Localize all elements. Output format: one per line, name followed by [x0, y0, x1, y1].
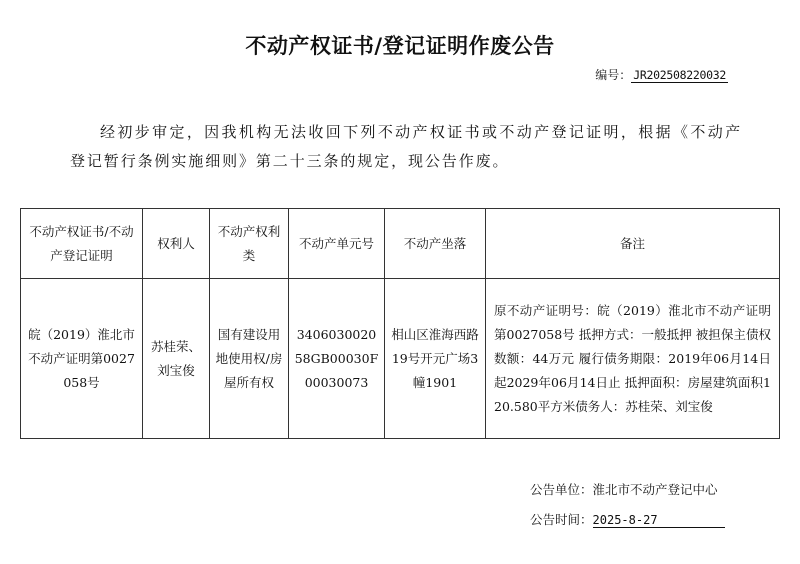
header-holder: 权利人 — [143, 209, 210, 279]
table-row — [21, 279, 780, 439]
header-location: 不动产坐落 — [385, 209, 486, 279]
announcing-unit — [530, 480, 718, 498]
header-right-type: 不动产权利类 — [210, 209, 289, 279]
announcement-date — [530, 510, 725, 528]
cell-remark: 原不动产证明号：皖（2019）淮北市不动产证明第0027058号 抵押方式：一般抵押 被担保主债权数额：44万元 履行债务期限：2019年06月14日起2029年06月14日止 抵押面积：房屋建筑面积120.580平方米债务人：苏桂荣、刘宝俊 — [486, 279, 780, 439]
announcing-unit-value: 淮北市不动产登记中心 — [592, 482, 718, 497]
header-cert: 不动产权证书/不动产登记证明 — [21, 209, 143, 279]
intro-paragraph: 经初步审定，因我机构无法收回下列不动产权证书或不动产登记证明，根据《不动产登记暂行条例实施细则》第二十三条的规定，现公告作废。 — [70, 123, 742, 170]
cell-cert: 皖（2019）淮北市不动产证明第0027058号 — [21, 279, 143, 439]
announcing-unit-label: 公告单位： — [530, 482, 593, 497]
header-remark: 备注 — [486, 209, 780, 279]
document-number-value: JR202508220032 — [633, 68, 726, 82]
cell-location: 相山区淮海西路19号开元广场3幢1901 — [385, 279, 486, 439]
document-number-label: 编号： — [595, 68, 632, 82]
cell-unit-no: 340603002058GB00030F00030073 — [289, 279, 385, 439]
table-header-row — [21, 209, 780, 279]
document-number — [595, 66, 728, 83]
announcement-date-label: 公告时间： — [530, 512, 593, 527]
page-title: 不动产权证书/登记证明作废公告 — [245, 34, 555, 58]
announcement-date-value: 2025-8-27 — [593, 513, 725, 528]
cell-right-type: 国有建设用地使用权/房屋所有权 — [210, 279, 289, 439]
void-records-table — [20, 208, 780, 439]
cell-holder: 苏桂荣、刘宝俊 — [143, 279, 210, 439]
header-unit-no: 不动产单元号 — [289, 209, 385, 279]
